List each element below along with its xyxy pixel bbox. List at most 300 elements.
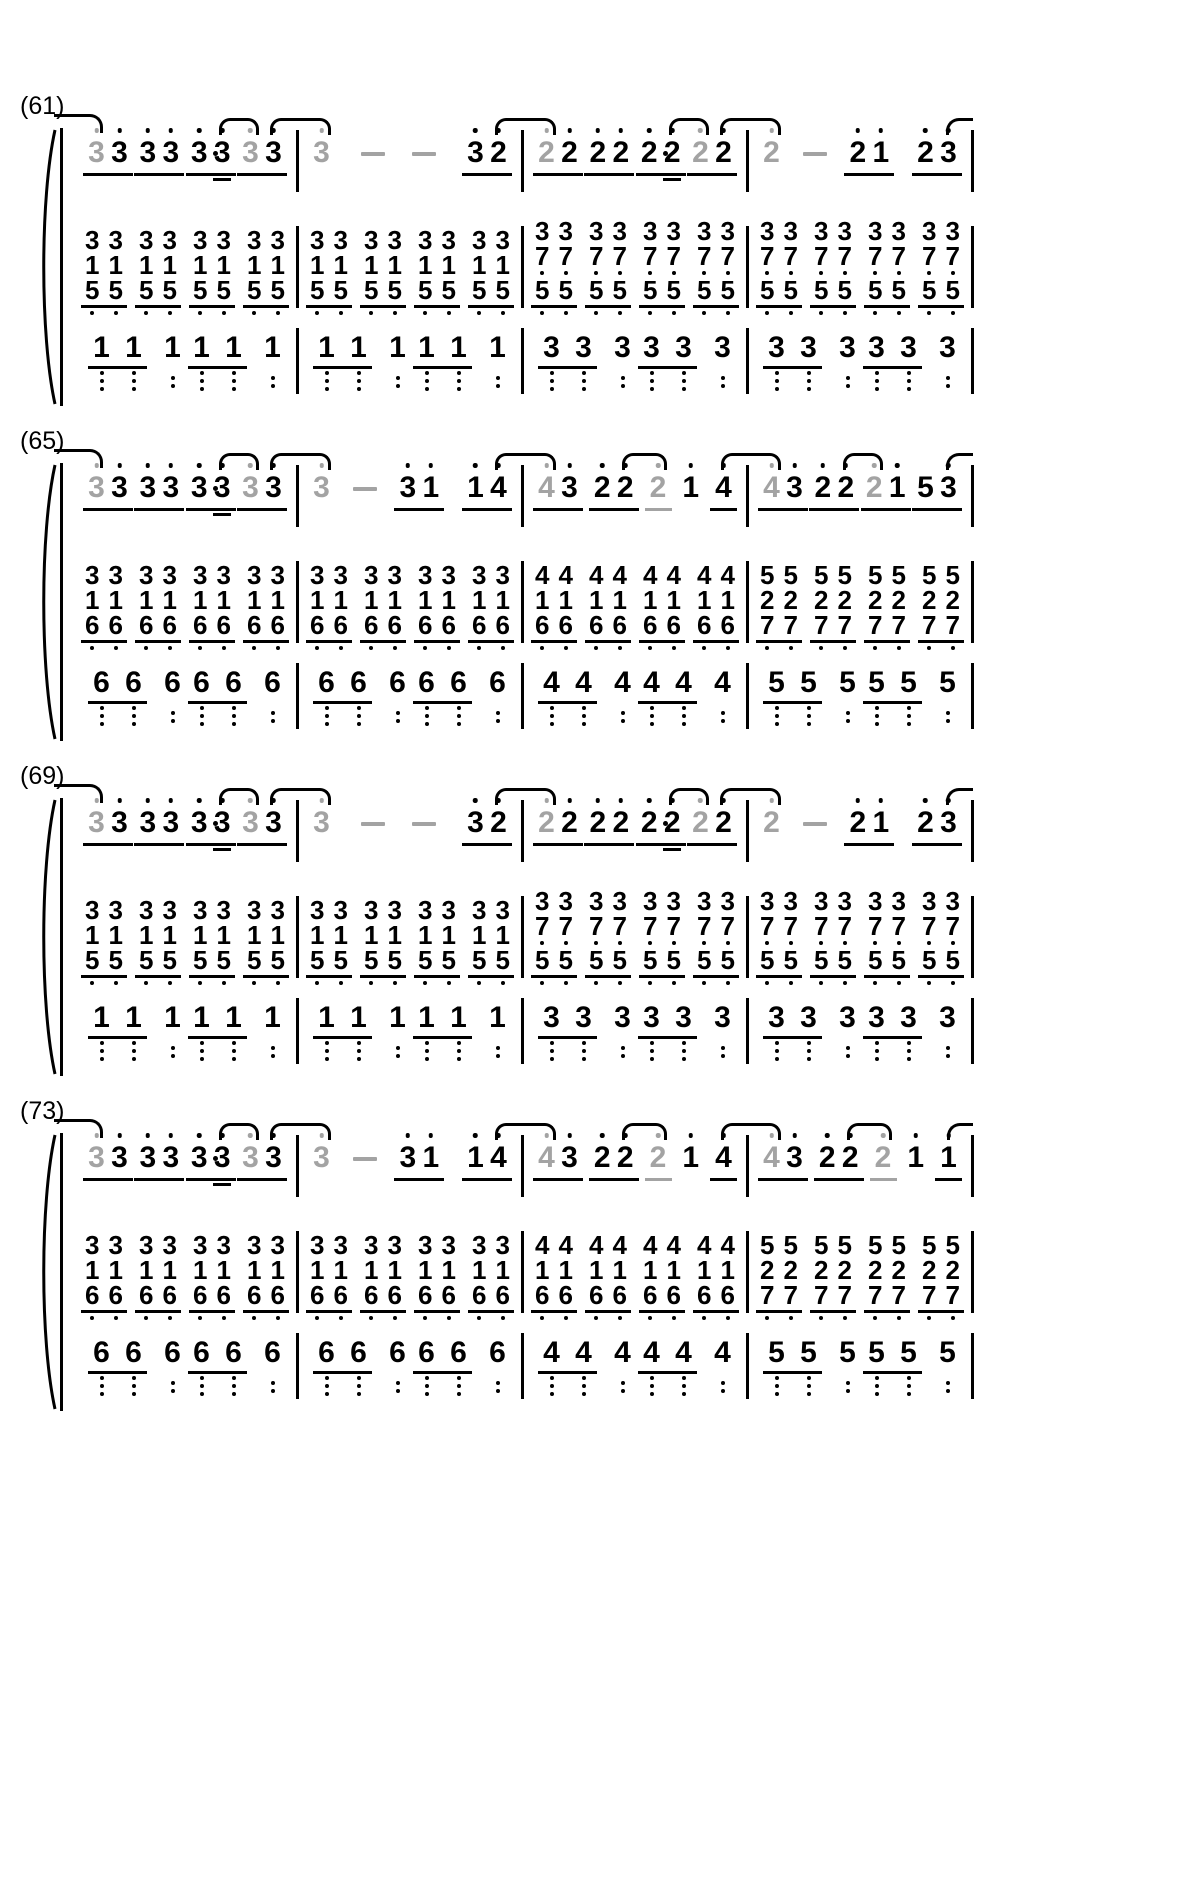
melody-note: 3 bbox=[109, 471, 130, 505]
octave-dots bbox=[100, 706, 104, 726]
melody-note: 3 bbox=[559, 471, 580, 505]
low-octave-dot bbox=[721, 269, 735, 278]
chord-digit: 6 bbox=[643, 610, 658, 640]
chord-digit: 4 bbox=[643, 1230, 658, 1260]
chord-digit: 3 bbox=[666, 886, 681, 916]
octave-dot bbox=[682, 1384, 686, 1388]
beat-group bbox=[134, 136, 184, 176]
octave-dot bbox=[821, 463, 826, 468]
chord-digit: 5 bbox=[558, 275, 573, 305]
chord-digit: 5 bbox=[922, 1230, 937, 1260]
chord-digit: 1 bbox=[162, 920, 177, 950]
chord-digit: 3 bbox=[945, 216, 960, 246]
octave-dot bbox=[496, 719, 500, 723]
octave-dot bbox=[396, 1381, 400, 1385]
chord-column bbox=[333, 225, 348, 305]
chord-column bbox=[783, 216, 798, 305]
low-octave-dot bbox=[144, 646, 148, 650]
octave-dot bbox=[907, 1392, 911, 1396]
chord-digit: 3 bbox=[139, 560, 154, 590]
bass-note: 4 bbox=[613, 1337, 632, 1374]
melody-measure bbox=[749, 806, 971, 846]
chord-column bbox=[247, 1230, 262, 1310]
octave-dots bbox=[721, 1046, 725, 1058]
low-octave-dot bbox=[672, 981, 676, 985]
bass-note: 1 bbox=[92, 1002, 111, 1034]
octave-dot bbox=[200, 379, 204, 383]
chord-digit: 1 bbox=[193, 250, 208, 280]
chord-digit: 3 bbox=[333, 895, 348, 925]
octave-dot bbox=[582, 1392, 586, 1396]
octave-dots bbox=[907, 1376, 911, 1396]
bass-beat-group bbox=[538, 1002, 632, 1039]
chord-column bbox=[85, 1230, 100, 1310]
chord-column bbox=[666, 216, 681, 305]
chord-digit: 3 bbox=[472, 225, 487, 255]
chord-digit: 3 bbox=[612, 216, 627, 246]
bass-note: 6 bbox=[263, 1337, 282, 1374]
octave-dots bbox=[271, 1046, 275, 1058]
bass-note: 6 bbox=[449, 1337, 468, 1369]
tie-slur bbox=[720, 788, 780, 805]
chord-pair bbox=[585, 1230, 631, 1313]
octave-dot bbox=[457, 371, 461, 375]
octave-dot bbox=[907, 722, 911, 726]
chord-digit: 3 bbox=[418, 895, 433, 925]
chord-digit: 5 bbox=[720, 275, 735, 305]
low-octave-dot bbox=[951, 981, 955, 985]
octave-dot bbox=[100, 1057, 104, 1061]
chord-digit: 2 bbox=[783, 1255, 798, 1285]
chord-pair bbox=[639, 560, 685, 643]
chord-digit: 4 bbox=[558, 560, 573, 590]
octave-dots bbox=[582, 371, 586, 391]
melody-note: 1 bbox=[905, 1141, 926, 1178]
octave-dot bbox=[647, 128, 652, 133]
melody-measure bbox=[74, 471, 296, 511]
chord-digit: 1 bbox=[589, 585, 604, 615]
octave-dot bbox=[200, 1057, 204, 1061]
chord-digit: 3 bbox=[535, 886, 550, 916]
beat-group bbox=[844, 806, 894, 846]
octave-dot bbox=[775, 1392, 779, 1396]
chord-column bbox=[535, 886, 550, 975]
chord-digit: 3 bbox=[760, 886, 775, 916]
chord-digit: 7 bbox=[868, 241, 883, 271]
melody-note: 2 bbox=[559, 136, 580, 170]
chord-digit: 6 bbox=[495, 1280, 510, 1310]
bass-note: 4 bbox=[574, 1337, 593, 1369]
chord-digit: 3 bbox=[270, 560, 285, 590]
low-octave-dot bbox=[765, 646, 769, 650]
octave-dot bbox=[357, 1376, 361, 1380]
melody-note: 2 bbox=[639, 806, 660, 840]
chord-digit: 6 bbox=[697, 1280, 712, 1310]
octave-dot bbox=[807, 379, 811, 383]
chord-column bbox=[868, 1230, 883, 1310]
chord-digit: 6 bbox=[720, 610, 735, 640]
octave-dot bbox=[807, 1376, 811, 1380]
octave-dot bbox=[396, 1389, 400, 1393]
melody-note: 3 bbox=[86, 1141, 107, 1175]
bass-note: 5 bbox=[799, 1337, 818, 1369]
chord-pair bbox=[531, 216, 577, 308]
chord-digit: 3 bbox=[162, 895, 177, 925]
chord-column bbox=[364, 895, 379, 975]
octave-dot bbox=[132, 706, 136, 710]
chord-column bbox=[495, 225, 510, 305]
octave-dot bbox=[846, 1389, 850, 1393]
octave-dot bbox=[117, 1133, 122, 1138]
chord-pair bbox=[756, 1230, 802, 1313]
chord-digit: 7 bbox=[837, 911, 852, 941]
low-octave-dot bbox=[819, 981, 823, 985]
low-octave-dot bbox=[667, 939, 681, 948]
melody-note: 2 bbox=[690, 136, 711, 170]
bass-note: 6 bbox=[192, 667, 211, 699]
melody-note: 2 bbox=[587, 136, 608, 170]
melody-note: 3 bbox=[160, 806, 181, 840]
low-octave-dot bbox=[558, 269, 572, 278]
bass-beat-group bbox=[413, 1337, 507, 1374]
octave-dot bbox=[171, 719, 175, 723]
chord-digit: 2 bbox=[837, 585, 852, 615]
low-octave-dot bbox=[897, 646, 901, 650]
octave-dot bbox=[582, 1376, 586, 1380]
chord-digit: 2 bbox=[814, 1255, 829, 1285]
chord-pair bbox=[468, 225, 514, 308]
chord-digit: 1 bbox=[270, 1255, 285, 1285]
low-octave-dot bbox=[843, 311, 847, 315]
chord-column bbox=[612, 216, 627, 305]
octave-dot bbox=[357, 371, 361, 375]
melody-note: 2 bbox=[536, 806, 557, 840]
octave-dots bbox=[357, 1041, 361, 1061]
beat-group bbox=[912, 136, 962, 176]
chord-digit: 7 bbox=[922, 1280, 937, 1310]
melody-note: 1 bbox=[680, 1141, 701, 1178]
octave-dot bbox=[396, 719, 400, 723]
chord-column bbox=[441, 225, 456, 305]
sixteenth-underline bbox=[213, 513, 231, 516]
low-octave-dot bbox=[843, 981, 847, 985]
chord-digit: 1 bbox=[108, 920, 123, 950]
octave-dot bbox=[169, 798, 174, 803]
low-octave-dot bbox=[144, 311, 148, 315]
octave-dot bbox=[775, 371, 779, 375]
octave-dot bbox=[946, 1389, 950, 1393]
low-octave-dot bbox=[339, 311, 343, 315]
octave-dot bbox=[457, 714, 461, 718]
low-octave-dot bbox=[837, 269, 851, 278]
chord-digit: 3 bbox=[945, 886, 960, 916]
octave-dots bbox=[682, 1376, 686, 1396]
low-octave-dot bbox=[897, 981, 901, 985]
melody-note: 1 bbox=[420, 1141, 441, 1175]
chord-column bbox=[139, 895, 154, 975]
chord-pair bbox=[918, 886, 964, 978]
chord-digit: 7 bbox=[558, 911, 573, 941]
chord-digit: 1 bbox=[139, 1255, 154, 1285]
chord-pair bbox=[810, 216, 856, 308]
tie-slur bbox=[270, 1123, 330, 1140]
octave-dots bbox=[200, 1376, 204, 1396]
chord-digit: 1 bbox=[535, 585, 550, 615]
chord-digit: 1 bbox=[364, 920, 379, 950]
bass-note: 3 bbox=[574, 1002, 593, 1034]
chord-pair bbox=[810, 886, 856, 978]
bass-measure bbox=[74, 667, 296, 704]
octave-dot bbox=[846, 719, 850, 723]
octave-dot bbox=[271, 376, 275, 380]
octave-dot bbox=[550, 1384, 554, 1388]
chord-digit: 5 bbox=[720, 945, 735, 975]
octave-dots bbox=[682, 1041, 686, 1061]
chord-digit: 3 bbox=[697, 886, 712, 916]
low-octave-dot bbox=[423, 1316, 427, 1320]
chord-column bbox=[193, 225, 208, 305]
chord-digit: 1 bbox=[364, 250, 379, 280]
octave-dot bbox=[582, 714, 586, 718]
beat-group bbox=[462, 471, 512, 511]
octave-dot bbox=[721, 719, 725, 723]
chord-digit: 1 bbox=[333, 1255, 348, 1285]
bass-pair bbox=[188, 332, 247, 369]
octave-dot bbox=[647, 798, 652, 803]
chord-column bbox=[760, 216, 775, 305]
bass-beat-group bbox=[763, 1337, 857, 1374]
bass-note: 1 bbox=[349, 1002, 368, 1034]
chord-digit: 5 bbox=[783, 1230, 798, 1260]
low-octave-dot bbox=[702, 1316, 706, 1320]
melody-note: 3 bbox=[189, 471, 210, 505]
beat-group bbox=[710, 1141, 737, 1181]
chord-pair bbox=[693, 886, 739, 978]
low-octave-dot bbox=[114, 1316, 118, 1320]
chord-digit: 5 bbox=[441, 945, 456, 975]
octave-dot bbox=[325, 1376, 329, 1380]
held-dash bbox=[361, 152, 385, 156]
low-octave-dot bbox=[477, 981, 481, 985]
beat-group bbox=[814, 1141, 864, 1181]
chord-digit: 4 bbox=[589, 560, 604, 590]
chord-column bbox=[364, 225, 379, 305]
octave-dot bbox=[171, 711, 175, 715]
octave-dot bbox=[807, 722, 811, 726]
octave-dots bbox=[946, 1046, 950, 1058]
chord-digit: 1 bbox=[472, 585, 487, 615]
bass-beat-group bbox=[638, 1002, 732, 1039]
octave-dot bbox=[232, 387, 236, 391]
low-octave-dot bbox=[222, 981, 226, 985]
octave-dot bbox=[496, 1389, 500, 1393]
chord-digit: 1 bbox=[441, 1255, 456, 1285]
bass-pair bbox=[188, 1337, 247, 1374]
bass-note: 4 bbox=[713, 1337, 732, 1374]
octave-dot bbox=[200, 1041, 204, 1045]
octave-dots bbox=[650, 706, 654, 726]
octave-dots bbox=[875, 706, 879, 726]
chord-column bbox=[558, 560, 573, 640]
barline bbox=[971, 561, 974, 643]
octave-dot bbox=[550, 387, 554, 391]
octave-dot bbox=[875, 722, 879, 726]
bass-pair bbox=[638, 1337, 697, 1374]
bass-note: 3 bbox=[713, 332, 732, 369]
chord-column bbox=[783, 886, 798, 975]
low-octave-dot bbox=[393, 311, 397, 315]
melody-note: 2 bbox=[662, 136, 683, 170]
melody-note: 3 bbox=[160, 471, 181, 505]
chord-digit: 1 bbox=[85, 585, 100, 615]
bass-measure bbox=[299, 1337, 521, 1374]
melody-note: 3 bbox=[938, 806, 959, 840]
tie-slur bbox=[721, 453, 781, 470]
chord-digit: 5 bbox=[760, 945, 775, 975]
tie-slur bbox=[622, 453, 667, 470]
octave-dot bbox=[846, 376, 850, 380]
octave-dot bbox=[425, 1057, 429, 1061]
chord-digit: 2 bbox=[945, 1255, 960, 1285]
chord-column bbox=[193, 1230, 208, 1310]
octave-dot bbox=[946, 711, 950, 715]
chord-digit: 5 bbox=[760, 560, 775, 590]
bass-note: 3 bbox=[674, 332, 693, 364]
octave-dot bbox=[775, 706, 779, 710]
octave-dot bbox=[325, 706, 329, 710]
melody-note: 2 bbox=[915, 806, 936, 840]
chord-digit: 5 bbox=[697, 945, 712, 975]
chord-pair bbox=[360, 895, 406, 978]
bass-note: 1 bbox=[263, 332, 282, 369]
bass-pair bbox=[413, 332, 472, 369]
low-octave-dot bbox=[168, 311, 172, 315]
octave-dot bbox=[325, 722, 329, 726]
melody-measure bbox=[524, 1141, 746, 1181]
low-octave-dot bbox=[198, 981, 202, 985]
chord-pair bbox=[639, 1230, 685, 1313]
octave-dot bbox=[132, 714, 136, 718]
tie-slur bbox=[720, 118, 780, 135]
octave-dot bbox=[650, 1376, 654, 1380]
octave-dots bbox=[100, 1376, 104, 1396]
bass-note: 5 bbox=[867, 667, 886, 699]
low-octave-dot bbox=[501, 646, 505, 650]
melody-note: 2 bbox=[639, 136, 660, 170]
bass-measure bbox=[74, 332, 296, 369]
low-octave-dot bbox=[447, 981, 451, 985]
chord-column bbox=[558, 886, 573, 975]
chord-column bbox=[697, 886, 712, 975]
low-octave-dot bbox=[868, 269, 882, 278]
chord-pair bbox=[135, 225, 181, 308]
melody-note: 3 bbox=[109, 136, 130, 170]
bass-note: 6 bbox=[388, 1337, 407, 1374]
beat-group bbox=[589, 1141, 639, 1181]
melody-note: 5 bbox=[917, 471, 934, 504]
bass-beat-group bbox=[188, 1337, 282, 1374]
chord-digit: 1 bbox=[495, 1255, 510, 1285]
low-octave-dot bbox=[612, 939, 626, 948]
chord-digit: 5 bbox=[837, 560, 852, 590]
chord-column bbox=[697, 216, 712, 305]
octave-dot bbox=[550, 722, 554, 726]
octave-dot bbox=[325, 379, 329, 383]
octave-dot bbox=[271, 719, 275, 723]
chord-digit: 5 bbox=[891, 560, 906, 590]
chord-digit: 3 bbox=[247, 1230, 262, 1260]
chord-column bbox=[643, 216, 658, 305]
tie-slur bbox=[270, 788, 330, 805]
chord-digit: 7 bbox=[945, 1280, 960, 1310]
chord-digit: 3 bbox=[720, 216, 735, 246]
chord-digit: 5 bbox=[216, 275, 231, 305]
chord-digit: 1 bbox=[666, 1255, 681, 1285]
octave-dots bbox=[496, 711, 500, 723]
octave-dot bbox=[875, 1392, 879, 1396]
octave-dots bbox=[550, 1376, 554, 1396]
chord-digit: 5 bbox=[922, 275, 937, 305]
chord-pair bbox=[756, 886, 802, 978]
octave-dot bbox=[879, 798, 884, 803]
octave-dot bbox=[132, 1041, 136, 1045]
tie-slur bbox=[495, 1123, 555, 1140]
bass-note: 4 bbox=[574, 667, 593, 699]
chord-digit: 7 bbox=[666, 911, 681, 941]
melody-note: 4 bbox=[713, 471, 734, 505]
octave-dots bbox=[721, 376, 725, 388]
octave-dot bbox=[875, 379, 879, 383]
chord-column bbox=[387, 225, 402, 305]
bass-note: 1 bbox=[349, 332, 368, 364]
chord-column bbox=[837, 216, 852, 305]
beat-group bbox=[134, 806, 184, 846]
low-octave-dot bbox=[873, 311, 877, 315]
chord-measure bbox=[524, 874, 746, 978]
beat-group bbox=[462, 806, 512, 846]
chord-pair bbox=[189, 1230, 235, 1313]
octave-dots bbox=[946, 376, 950, 388]
chord-digit: 5 bbox=[139, 945, 154, 975]
beat-group bbox=[912, 806, 962, 846]
octave-dot bbox=[879, 128, 884, 133]
barline bbox=[971, 226, 974, 308]
chord-digit: 3 bbox=[472, 560, 487, 590]
chord-pair bbox=[189, 560, 235, 643]
beat-group bbox=[935, 1141, 962, 1181]
bass-note: 6 bbox=[317, 667, 336, 699]
octave-dots bbox=[807, 1376, 811, 1396]
octave-dot bbox=[689, 1133, 694, 1138]
octave-dot bbox=[775, 722, 779, 726]
octave-dot bbox=[457, 379, 461, 383]
chord-digit: 5 bbox=[945, 945, 960, 975]
melody-note: 2 bbox=[648, 1141, 669, 1175]
chord-digit: 1 bbox=[387, 585, 402, 615]
octave-dots bbox=[807, 371, 811, 391]
tie-slur bbox=[495, 788, 555, 805]
octave-dot bbox=[357, 1392, 361, 1396]
octave-dot bbox=[100, 1392, 104, 1396]
chord-column bbox=[139, 1230, 154, 1310]
chord-digit: 3 bbox=[868, 886, 883, 916]
bass-beat-group bbox=[863, 332, 957, 369]
melody-note: 1 bbox=[465, 1141, 486, 1175]
octave-dots bbox=[325, 371, 329, 391]
melody-note: 2 bbox=[812, 471, 833, 505]
low-octave-dot bbox=[558, 939, 572, 948]
octave-dot bbox=[171, 1381, 175, 1385]
